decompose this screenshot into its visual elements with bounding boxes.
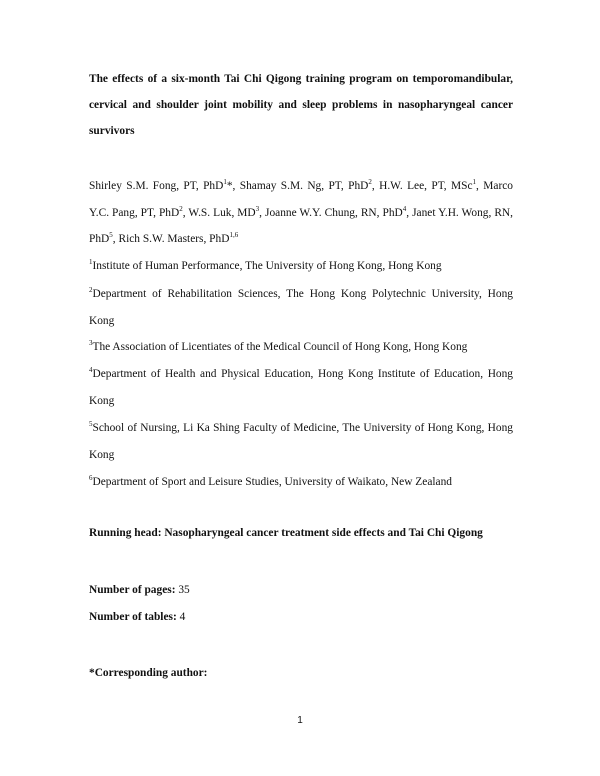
table-count: Number of tables: 4 [89,611,186,623]
affiliation: $^1$Institute of Human Performance, The University of Hong Kong, Hong Kong [89,258,442,272]
corresponding-author-heading: *Corresponding author: [89,667,208,679]
affiliation: $^6$Department of Sport and Leisure Studies, University of Waikato, New Zealand [89,474,452,488]
affiliation: $^3$The Association of Licentiates of the Medical Council of Hong Kong, Hong Kong [89,339,468,353]
author: H.W. Lee, PT, MSc$^1$, [379,178,484,192]
page-number: 1 [297,715,303,726]
author: Janet Y.H. Wong, RN, PhD$^5$, [89,206,513,245]
affiliation: $^2$Department of Rehabilitation Sciences, The Hong Kong Polytechnic University, Hong Kong [89,286,513,327]
author: Shamay S.M. Ng, PT, PhD$^2$, [239,178,380,192]
affiliation: $^4$Department of Health and Physical Education, Hong Kong Institute of Education, Hong Kong [89,366,513,407]
author: Joanne W.Y. Chung, RN, PhD$^4$, [265,204,413,219]
paper-title: The effects of a six-month Tai Chi Qigong training program on temporomandibular, cervical and shoulder joint mobility and sleep problems in nasopharyngeal cancer survivors [89,73,513,137]
page-count: Number of pages: 35 [89,584,190,596]
author: W.S. Luk, $MD^3$, [188,204,266,219]
author-list [89,173,513,253]
author: Shirley S.M. Fong, PT, PhD$^1$*, [89,178,240,192]
affiliation: $^5$School of Nursing, Li Ka Shing Faculty of Medicine, The University of Hong Kong, Hong Kong [89,420,513,461]
running-head: Running head: Nasopharyngeal cancer treatment side effects and Tai Chi Qigong [89,527,483,539]
author: Marco Y.C. Pang, PT, PhD$^2$, [89,180,513,219]
author: Rich S.W. Masters, PhD$^{1,6}$ [118,231,239,245]
